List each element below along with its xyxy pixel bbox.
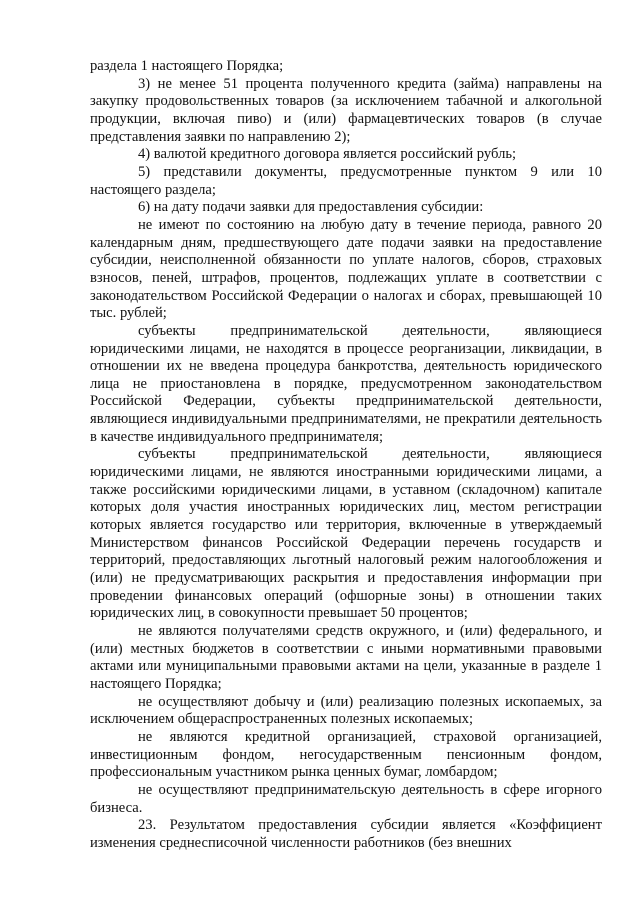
- paragraph-section-ref: раздела 1 настоящего Порядка;: [90, 58, 284, 74]
- paragraph-no-mining: не осуществляют добычу и (или) реализацию полезных ископаемых, за исключением общераспространенных полезных ископаемых;: [90, 693, 602, 728]
- paragraph-no-budget-funds: не являются получателями средств окружного, и (или) федерального, и (или) местных бюджетов в соответствии с иными нормативными правовыми актами или муниципальными правовыми актами на цели, указанные в разделе 1 настоящего Порядка;: [90, 623, 602, 692]
- paragraph-no-reorganization: субъекты предпринимательской деятельности, являющиеся юридическими лицами, не находятся в процессе реорганизации, ликвидации, в отношении их не введена процедура банкротства, деятельность юридического лица не приостановлена в порядке, предусмотренном законодательством Российской Федерации, субъекты предпринимательской деятельности, являющиеся индивидуальными предпринимателями, не прекратили деятельность в качестве индивидуального предпринимателя;: [90, 322, 602, 445]
- paragraph-no-foreign-entity: субъекты предпринимательской деятельности, являющиеся юридическими лицами, не являются иностранными юридическими лицами, а также российскими юридическими лицами, в уставном (складочном) капитале которых доля участия иностранных юридических лиц, местом регистрации которых является государство или территория, включенные в утверждаемый Министерством финансов Российской Федерации перечень государств и территорий, предоставляющих льготный налоговый режим налогообложения и (или) не предусматривающих раскрытия и предоставления информации при проведении финансовых операций (офшорные зоны) в отношении таких юридических лиц, в совокупности превышает 50 процентов;: [90, 446, 602, 622]
- paragraph-item-5: 5) представили документы, предусмотренные пунктом 9 или 10 настоящего раздела;: [90, 163, 602, 198]
- paragraph-item-23: 23. Результатом предоставления субсидии является «Коэффициент изменения среднесписочной численности работников (без внешних: [90, 817, 602, 851]
- paragraph-item-6: 6) на дату подачи заявки для предоставления субсидии:: [138, 199, 484, 216]
- paragraph-item-4: 4) валютой кредитного договора является российский рубль;: [138, 146, 517, 163]
- paragraph-item-3: 3) не менее 51 процента полученного кредита (займа) направлены на закупку продовольственных товаров (за исключением табачной и алкогольной продукции, включая пиво) и (или) фармацевтических товаров (в случае представления заявки по направлению 2);: [90, 75, 602, 145]
- document-body: [90, 58, 602, 853]
- paragraph-no-gambling: не осуществляют предпринимательскую деятельность в сфере игорного бизнеса.: [90, 781, 602, 816]
- paragraph-no-tax-debt: не имеют по состоянию на любую дату в течение периода, равного 20 календарным дням, предшествующего дате подачи заявки на предоставление субсидии, неисполненной обязанности по уплате налогов, сборов, страховых взносов, пеней, штрафов, процентов, подлежащих уплате в соответствии с законодательством Российской Федерации о налогах и сборах, превышающей 10 тыс. рублей;: [90, 216, 602, 322]
- paragraph-no-financial-org: не являются кредитной организацией, страховой организацией, инвестиционным фондом, негосударственным пенсионным фондом, профессиональным участником рынка ценных бумаг, ломбардом;: [90, 728, 602, 781]
